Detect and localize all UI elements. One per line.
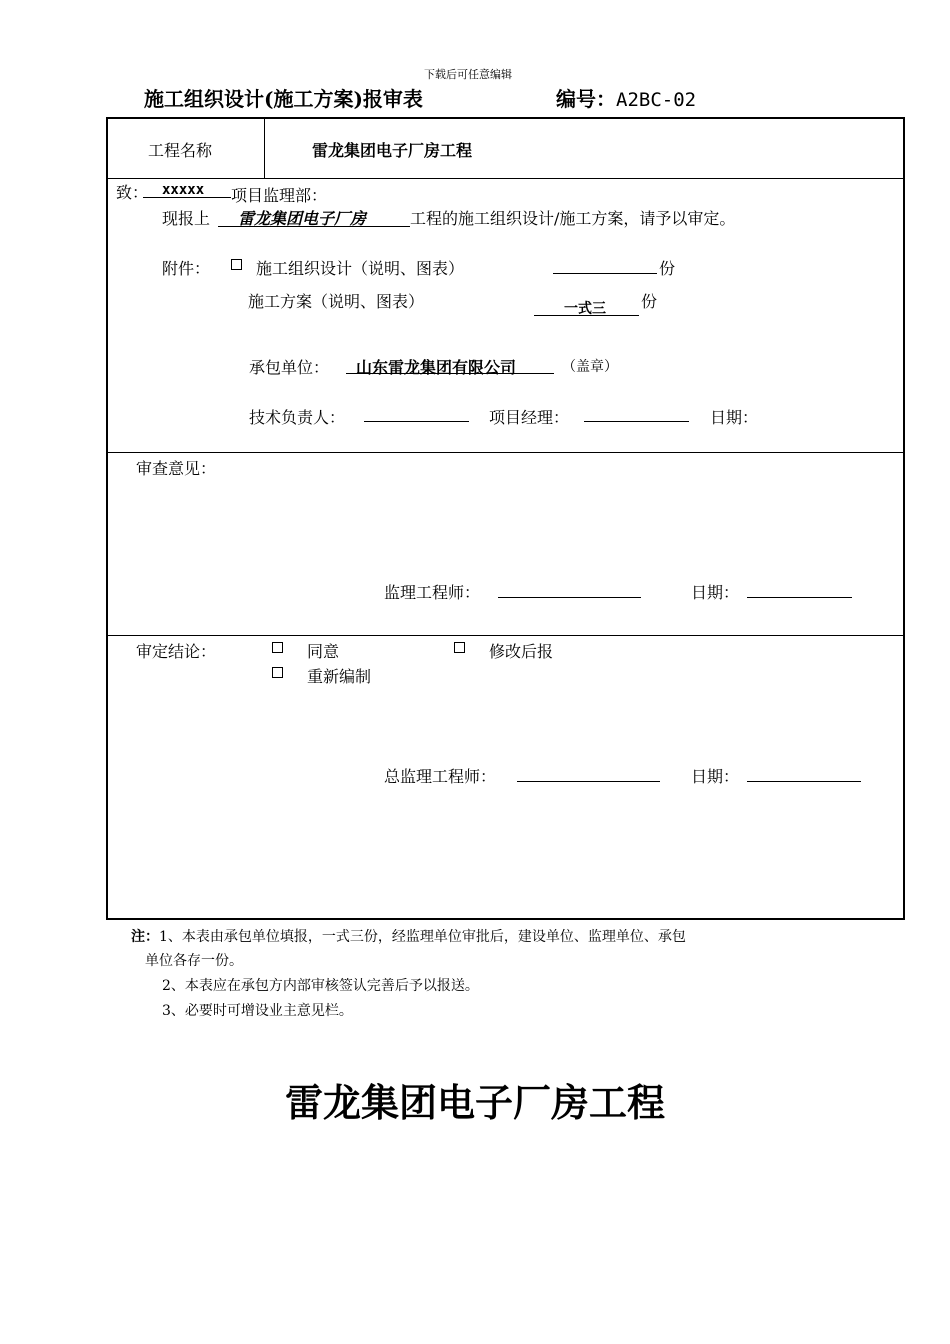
review-label: 审查意见： [136, 459, 217, 478]
note-1 [131, 926, 686, 946]
to-suffix: 项目监理部： [231, 186, 328, 205]
attach-item2-unit: 份 [641, 292, 658, 311]
conclusion-label: 审定结论： [136, 642, 217, 661]
chief-engineer-line [517, 781, 660, 782]
modify-checkbox[interactable] [454, 642, 465, 653]
tech-lead-label: 技术负责人： [249, 408, 346, 427]
review-date-line [747, 597, 852, 598]
form-number [556, 83, 696, 112]
tech-lead-line [364, 421, 469, 422]
attach-label: 附件： [162, 259, 211, 278]
submit-project-underline [218, 226, 410, 227]
name-cell-divider [264, 119, 265, 178]
project-name-label: 工程名称 [148, 141, 213, 160]
engineer-line [498, 597, 641, 598]
attach-org-design-checkbox[interactable] [231, 259, 242, 270]
agree-checkbox[interactable] [272, 642, 283, 653]
submit-suffix: 工程的施工组织设计/施工方案，请予以审定。 [410, 209, 736, 228]
watermark-text: 下载后可任意编辑 [424, 68, 512, 81]
engineer-label: 监理工程师： [384, 583, 481, 602]
submit-prefix: 现报上 [162, 209, 211, 228]
row-divider-3 [108, 635, 903, 636]
chief-engineer-label: 总监理工程师： [384, 767, 497, 786]
to-label: 致： [116, 183, 149, 202]
project-name-value: 雷龙集团电子厂房工程 [312, 141, 473, 160]
note-prefix: 注： [131, 929, 159, 945]
to-recipient: xxxxx [162, 182, 205, 198]
contractor-label: 承包单位： [249, 358, 330, 377]
attach-item1-count-line [553, 273, 657, 274]
redo-option: 重新编制 [307, 667, 372, 686]
pm-label: 项目经理： [489, 408, 570, 427]
form-number-value: A2BC-02 [616, 89, 697, 111]
conclusion-date-line [747, 781, 861, 782]
attach-item1: 施工组织设计（说明、图表） [256, 259, 465, 278]
note-1-continued: 单位各存一份。 [145, 953, 243, 969]
modify-option: 修改后报 [489, 642, 554, 661]
conclusion-date-label: 日期： [691, 767, 740, 786]
attach-item1-unit: 份 [659, 259, 676, 278]
form-number-label: 编号： [556, 87, 616, 111]
attach-item2-count-line [534, 315, 639, 316]
agree-option: 同意 [307, 642, 340, 661]
note-2: 2、本表应在承包方内部审核签认完善后予以报送。 [162, 978, 479, 994]
redo-checkbox[interactable] [272, 667, 283, 678]
attach-item2: 施工方案（说明、图表） [248, 292, 425, 311]
row-divider-2 [108, 452, 903, 453]
pm-line [584, 421, 689, 422]
form-table [106, 117, 905, 920]
contractor-name: 山东雷龙集团有限公司 [356, 358, 517, 377]
submit-date-label: 日期： [710, 408, 759, 427]
form-title: 施工组织设计(施工方案)报审表 [144, 87, 423, 111]
attach-item2-count: 一式三 [564, 301, 606, 317]
contractor-seal: （盖章） [562, 359, 618, 375]
to-underline [143, 197, 231, 198]
review-date-label: 日期： [691, 583, 740, 602]
note-1-text: 1、本表由承包单位填报，一式三份，经监理单位审批后，建设单位、监理单位、承包 [159, 929, 686, 945]
contractor-underline [346, 373, 554, 374]
footer-project-title: 雷龙集团电子厂房工程 [284, 1081, 665, 1125]
row-divider-1 [108, 178, 903, 179]
note-3: 3、必要时可增设业主意见栏。 [162, 1003, 353, 1019]
submit-project: 雷龙集团电子厂房 [238, 209, 367, 228]
